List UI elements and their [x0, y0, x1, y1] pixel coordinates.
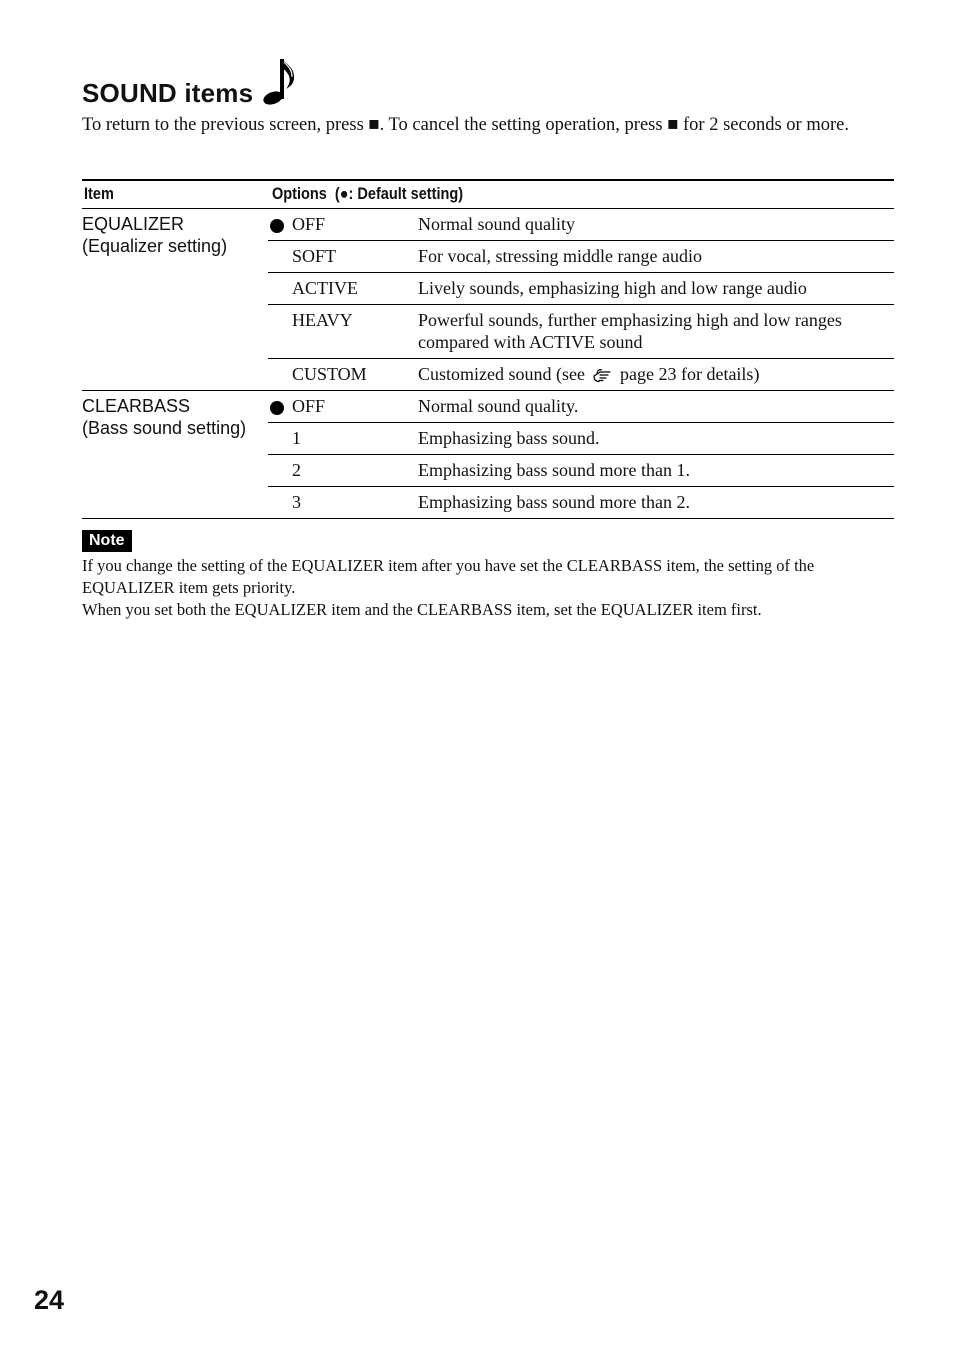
- page-title: SOUND items: [82, 78, 254, 108]
- item-name: CLEARBASS: [82, 396, 191, 416]
- table-row: [82, 391, 894, 423]
- item-equalizer: [82, 209, 268, 391]
- intro-paragraph: [82, 113, 894, 138]
- table-header-row: [82, 180, 894, 209]
- header-item: Item: [82, 180, 268, 209]
- music-note-icon: [261, 57, 299, 107]
- item-clearbass: [82, 391, 268, 519]
- stop-button-symbol: ■: [368, 115, 380, 135]
- description-cell: [418, 359, 894, 391]
- option-label: HEAVY: [292, 310, 353, 330]
- option-label: OFF: [292, 396, 326, 416]
- default-marker: ●: [339, 185, 349, 203]
- item-name: EQUALIZER: [82, 214, 185, 234]
- item-subtitle: (Bass sound setting): [82, 418, 247, 438]
- option-cell: [268, 391, 418, 423]
- description-cell: Normal sound quality: [418, 209, 894, 241]
- note-line: If you change the setting of the EQUALIZER item after you have set the CLEARBASS item, the setting of the EQUALIZER item gets priority.: [82, 556, 815, 597]
- note-line: When you set both the EQUALIZER item and the CLEARBASS item, set the EQUALIZER item first.: [82, 600, 762, 619]
- intro-text-1: To return to the previous screen, press: [82, 115, 364, 135]
- description-text: page 23 for details): [619, 364, 760, 384]
- option-cell: [268, 209, 418, 241]
- option-label: CUSTOM: [292, 364, 367, 384]
- note-text: [82, 555, 894, 621]
- header-options-suffix: : Default setting): [348, 185, 464, 203]
- option-cell: [268, 241, 418, 273]
- stop-button-symbol-2: ■: [667, 115, 679, 135]
- description-cell: Emphasizing bass sound more than 2.: [418, 487, 894, 519]
- option-cell: [268, 359, 418, 391]
- item-subtitle: (Equalizer setting): [82, 236, 228, 256]
- option-label: SOFT: [292, 246, 337, 266]
- intro-text-3: for 2 seconds or more.: [683, 115, 849, 135]
- page-number: 24: [34, 1285, 65, 1315]
- description-cell: Powerful sounds, further emphasizing high and low ranges compared with ACTIVE sound: [418, 305, 894, 359]
- note-badge: Note: [82, 530, 132, 552]
- option-label: 3: [292, 492, 301, 512]
- sound-settings-table: [82, 179, 894, 519]
- option-cell: [268, 455, 418, 487]
- table-row: [82, 209, 894, 241]
- description-cell: Emphasizing bass sound more than 1.: [418, 455, 894, 487]
- option-cell: [268, 487, 418, 519]
- header-options-prefix: Options (: [272, 185, 340, 203]
- option-label: 2: [292, 460, 301, 480]
- description-cell: Emphasizing bass sound.: [418, 423, 894, 455]
- option-cell: [268, 273, 418, 305]
- section-heading: [82, 58, 299, 108]
- pointing-hand-icon: [592, 367, 612, 383]
- header-options: [268, 180, 894, 209]
- description-cell: Lively sounds, emphasizing high and low range audio: [418, 273, 894, 305]
- option-cell: [268, 305, 418, 359]
- option-cell: [268, 423, 418, 455]
- description-cell: For vocal, stressing middle range audio: [418, 241, 894, 273]
- intro-text-2: . To cancel the setting operation, press: [379, 115, 663, 135]
- option-label: 1: [292, 428, 301, 448]
- option-label: ACTIVE: [292, 278, 358, 298]
- description-text: Customized sound (see: [418, 364, 585, 384]
- default-dot-icon: [270, 401, 284, 415]
- description-cell: Normal sound quality.: [418, 391, 894, 423]
- default-dot-icon: [270, 219, 284, 233]
- option-label: OFF: [292, 214, 326, 234]
